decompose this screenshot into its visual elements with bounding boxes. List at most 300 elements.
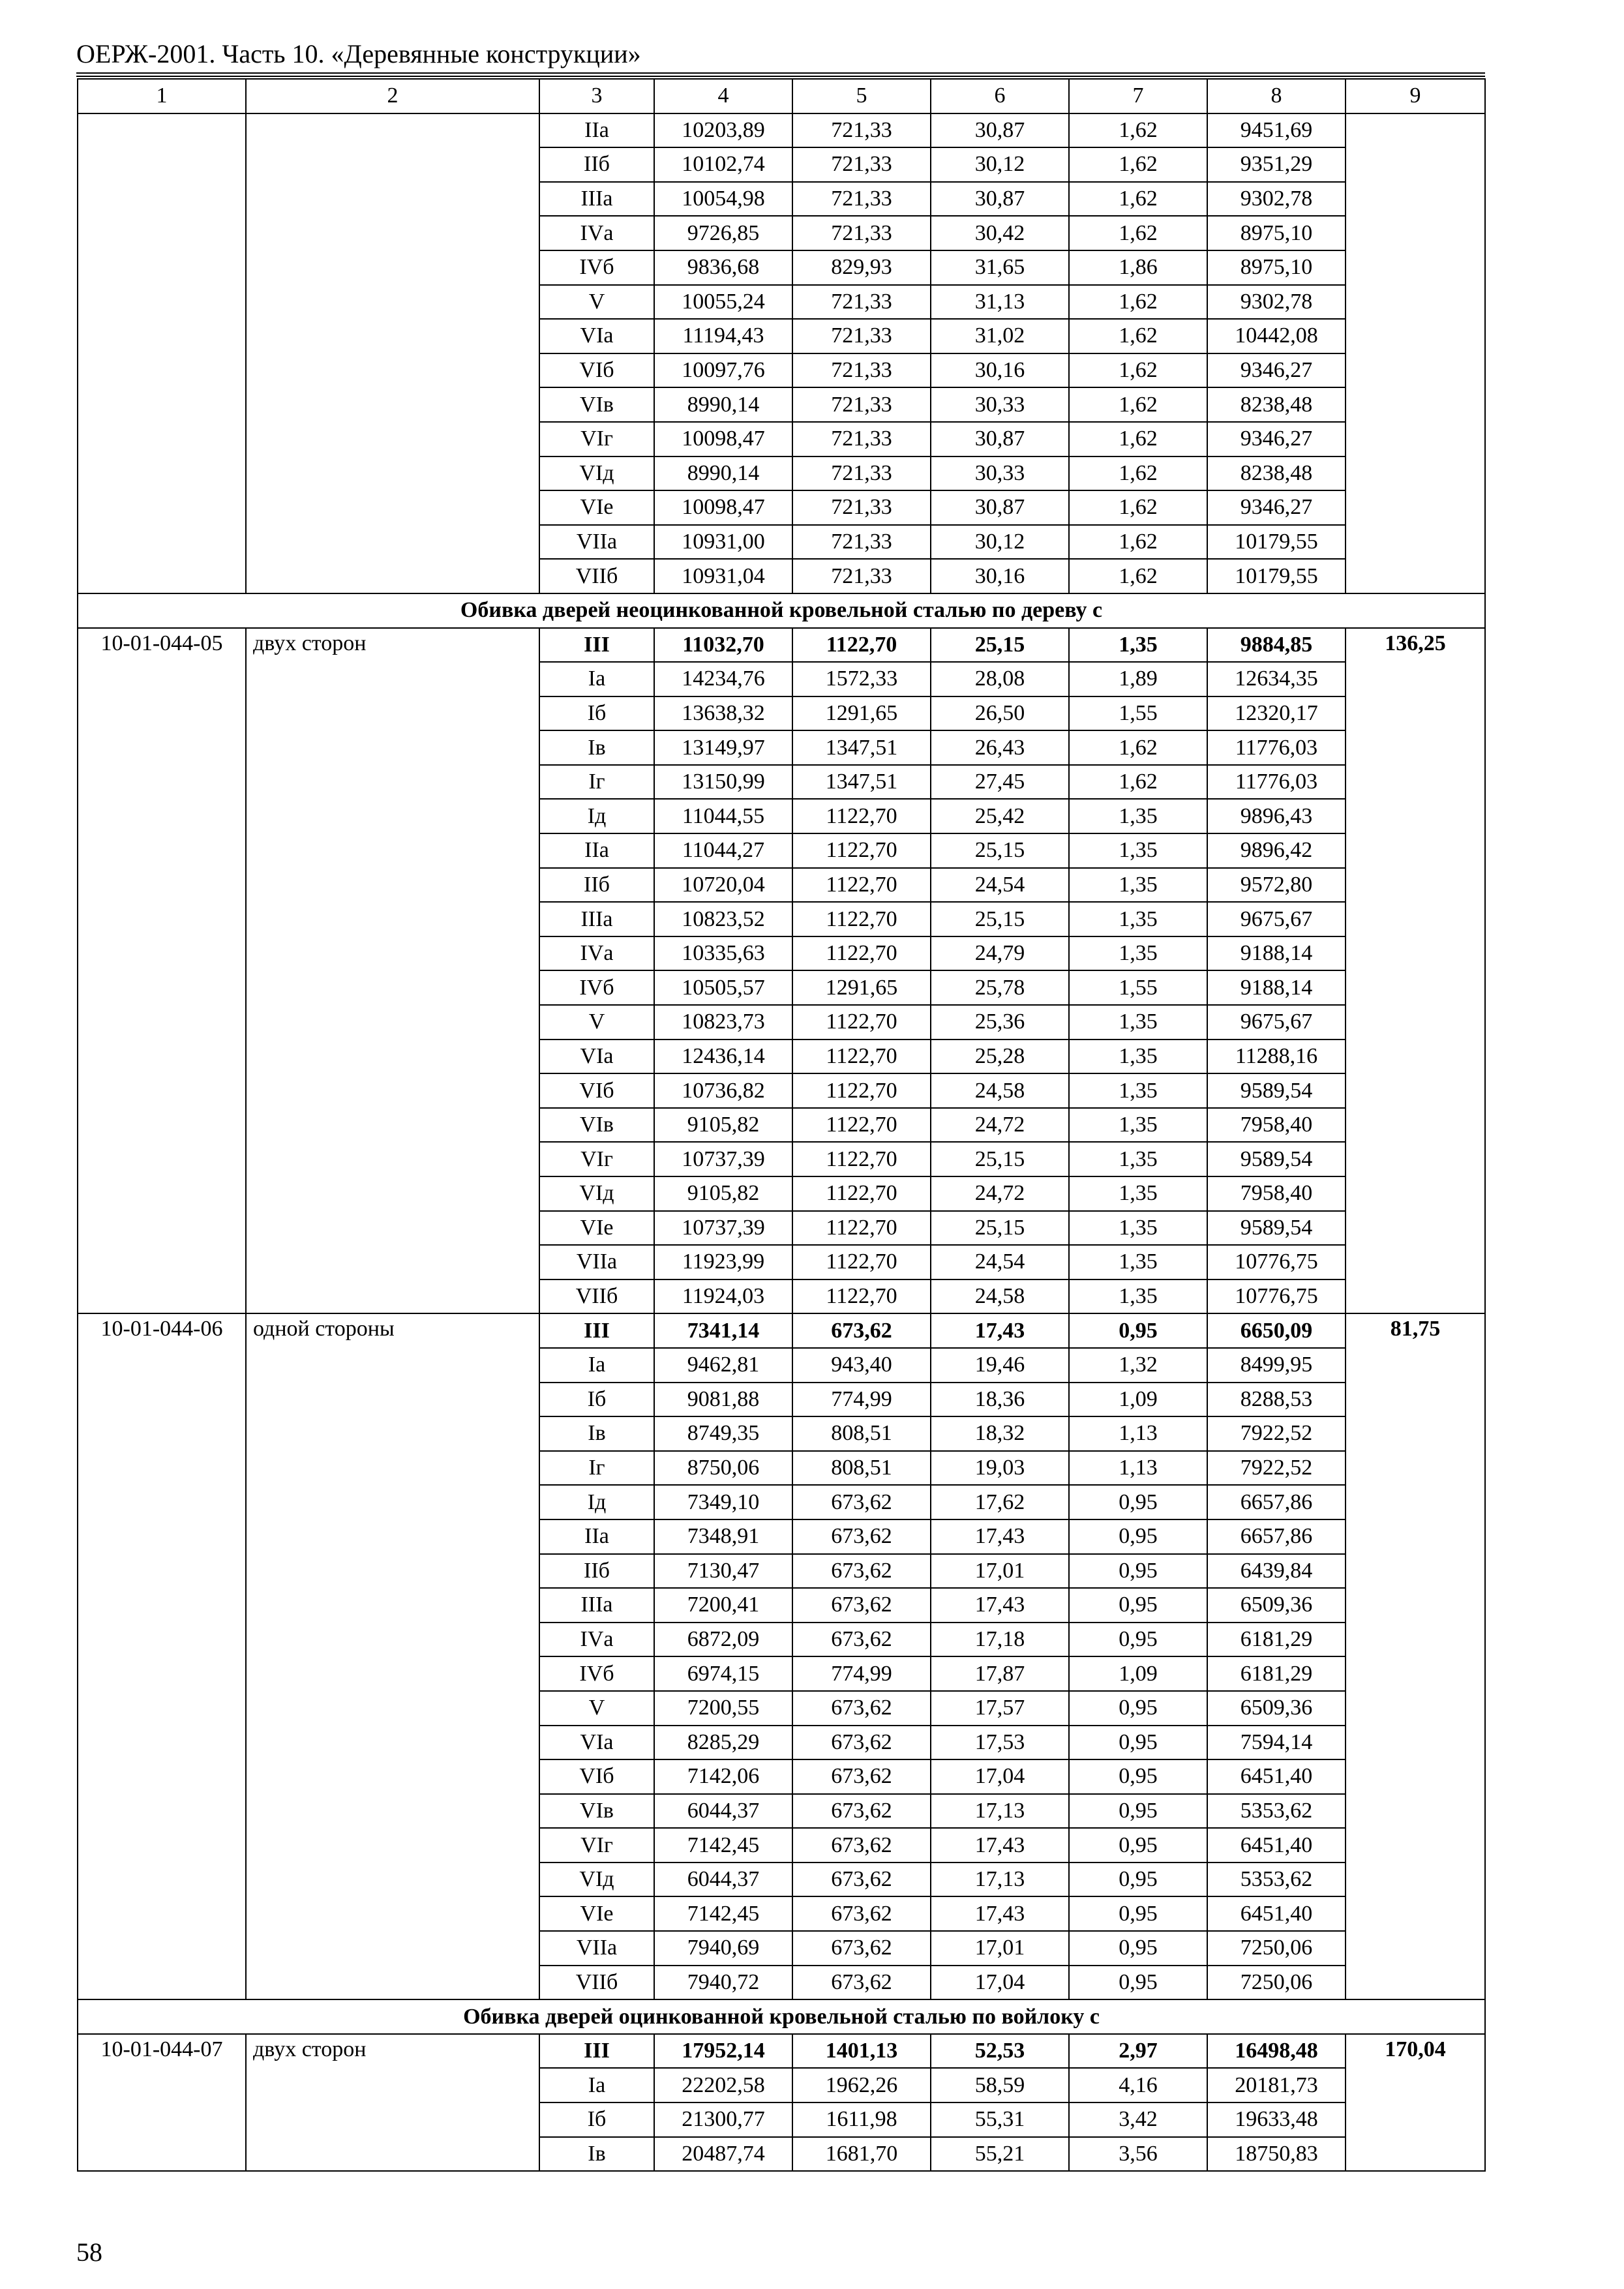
- machine-cost-cell: 17,18: [931, 1623, 1069, 1657]
- zone-cell: IVб: [539, 1656, 654, 1691]
- materials-cell: 8288,53: [1207, 1383, 1346, 1417]
- materials-cell: 9884,85: [1207, 628, 1346, 663]
- machinist-wages-cell: 0,95: [1069, 1794, 1207, 1829]
- machine-cost-cell: 17,01: [931, 1931, 1069, 1966]
- wages-cell: 1122,70: [792, 833, 931, 868]
- machine-cost-cell: 30,12: [931, 147, 1069, 182]
- materials-cell: 7922,52: [1207, 1416, 1346, 1451]
- total-cost-cell: 10823,52: [654, 902, 792, 936]
- machinist-wages-cell: 1,86: [1069, 250, 1207, 285]
- machine-cost-cell: 17,43: [931, 1313, 1069, 1348]
- machine-cost-cell: 24,72: [931, 1176, 1069, 1211]
- zone-cell: III: [539, 1313, 654, 1348]
- machine-cost-cell: 24,79: [931, 936, 1069, 971]
- machinist-wages-cell: 1,62: [1069, 559, 1207, 593]
- wages-cell: 1572,33: [792, 662, 931, 696]
- total-cost-cell: 9105,82: [654, 1176, 792, 1211]
- machine-cost-cell: 30,87: [931, 490, 1069, 525]
- wages-cell: 721,33: [792, 285, 931, 320]
- zone-cell: VIIб: [539, 1279, 654, 1314]
- wages-cell: 721,33: [792, 559, 931, 593]
- zone-cell: V: [539, 1691, 654, 1726]
- materials-cell: 11776,03: [1207, 765, 1346, 800]
- machine-cost-cell: 25,42: [931, 799, 1069, 833]
- wages-cell: 774,99: [792, 1656, 931, 1691]
- machinist-wages-cell: 1,62: [1069, 730, 1207, 765]
- total-cost-cell: 10823,73: [654, 1005, 792, 1040]
- materials-cell: 16498,48: [1207, 2034, 1346, 2069]
- materials-cell: 11288,16: [1207, 1040, 1346, 1074]
- zone-cell: V: [539, 285, 654, 320]
- machine-cost-cell: 17,43: [931, 1828, 1069, 1863]
- machinist-wages-cell: 0,95: [1069, 1519, 1207, 1554]
- zone-cell: IIб: [539, 1554, 654, 1589]
- labor-cost-cell: 136,25: [1346, 628, 1485, 1314]
- wages-cell: 673,62: [792, 1313, 931, 1348]
- column-number-3: 3: [539, 79, 654, 113]
- total-cost-cell: 13150,99: [654, 765, 792, 800]
- materials-cell: 10179,55: [1207, 559, 1346, 593]
- wages-cell: 673,62: [792, 1896, 931, 1931]
- wages-cell: 673,62: [792, 1863, 931, 1897]
- table-row: [78, 628, 1485, 663]
- machine-cost-cell: 17,43: [931, 1896, 1069, 1931]
- machinist-wages-cell: 1,09: [1069, 1383, 1207, 1417]
- materials-cell: 8499,95: [1207, 1348, 1346, 1383]
- column-number-2: 2: [246, 79, 539, 113]
- materials-cell: 6451,40: [1207, 1759, 1346, 1794]
- machinist-wages-cell: 1,62: [1069, 456, 1207, 491]
- machine-cost-cell: 17,13: [931, 1863, 1069, 1897]
- zone-cell: Iв: [539, 1416, 654, 1451]
- zone-cell: IIа: [539, 1519, 654, 1554]
- machinist-wages-cell: 1,62: [1069, 285, 1207, 320]
- machine-cost-cell: 25,15: [931, 902, 1069, 936]
- zone-cell: IVб: [539, 250, 654, 285]
- zone-cell: VIб: [539, 1759, 654, 1794]
- machinist-wages-cell: 2,97: [1069, 2034, 1207, 2069]
- machine-cost-cell: 25,78: [931, 970, 1069, 1005]
- total-cost-cell: 10737,39: [654, 1211, 792, 1246]
- total-cost-cell: 14234,76: [654, 662, 792, 696]
- machinist-wages-cell: 1,62: [1069, 113, 1207, 148]
- zone-cell: III: [539, 2034, 654, 2069]
- machine-cost-cell: 25,15: [931, 833, 1069, 868]
- zone-cell: VIг: [539, 1828, 654, 1863]
- total-cost-cell: 10736,82: [654, 1073, 792, 1108]
- machinist-wages-cell: 0,95: [1069, 1726, 1207, 1760]
- total-cost-cell: 9462,81: [654, 1348, 792, 1383]
- zone-cell: VIа: [539, 1726, 654, 1760]
- zone-cell: Iг: [539, 765, 654, 800]
- total-cost-cell: 10737,39: [654, 1142, 792, 1176]
- machine-cost-cell: 17,62: [931, 1485, 1069, 1519]
- wages-cell: 721,33: [792, 456, 931, 491]
- total-cost-cell: 7341,14: [654, 1313, 792, 1348]
- wages-cell: 1122,70: [792, 1142, 931, 1176]
- machinist-wages-cell: 3,42: [1069, 2102, 1207, 2137]
- rate-code-cell: 10-01-044-07: [78, 2034, 246, 2171]
- machinist-wages-cell: 1,62: [1069, 765, 1207, 800]
- machinist-wages-cell: 1,35: [1069, 1040, 1207, 1074]
- machinist-wages-cell: 1,89: [1069, 662, 1207, 696]
- materials-cell: 18750,83: [1207, 2137, 1346, 2172]
- machine-cost-cell: 17,43: [931, 1519, 1069, 1554]
- machine-cost-cell: 26,43: [931, 730, 1069, 765]
- machine-cost-cell: 19,46: [931, 1348, 1069, 1383]
- total-cost-cell: 10931,04: [654, 559, 792, 593]
- machine-cost-cell: 30,33: [931, 387, 1069, 422]
- table-row: [78, 1313, 1485, 1348]
- machinist-wages-cell: 1,55: [1069, 696, 1207, 731]
- materials-cell: 5353,62: [1207, 1863, 1346, 1897]
- zone-cell: Iа: [539, 1348, 654, 1383]
- wages-cell: 1962,26: [792, 2068, 931, 2102]
- total-cost-cell: 7940,69: [654, 1931, 792, 1966]
- machine-cost-cell: 25,15: [931, 1211, 1069, 1246]
- table-row: [78, 113, 1485, 148]
- zone-cell: Iа: [539, 662, 654, 696]
- wages-cell: 1122,70: [792, 936, 931, 971]
- machinist-wages-cell: 1,62: [1069, 182, 1207, 217]
- total-cost-cell: 10097,76: [654, 353, 792, 388]
- machine-cost-cell: 25,28: [931, 1040, 1069, 1074]
- materials-cell: 9675,67: [1207, 902, 1346, 936]
- wages-cell: 673,62: [792, 1623, 931, 1657]
- total-cost-cell: 17952,14: [654, 2034, 792, 2069]
- zone-cell: VIг: [539, 1142, 654, 1176]
- zone-cell: IIа: [539, 113, 654, 148]
- labor-cost-cell: [1346, 113, 1485, 593]
- machinist-wages-cell: 1,62: [1069, 319, 1207, 353]
- machine-cost-cell: 30,33: [931, 456, 1069, 491]
- wages-cell: 1122,70: [792, 902, 931, 936]
- materials-cell: 20181,73: [1207, 2068, 1346, 2102]
- wages-cell: 673,62: [792, 1554, 931, 1589]
- machine-cost-cell: 24,54: [931, 1245, 1069, 1279]
- materials-cell: 7250,06: [1207, 1931, 1346, 1966]
- wages-cell: 721,33: [792, 422, 931, 456]
- machinist-wages-cell: 0,95: [1069, 1691, 1207, 1726]
- zone-cell: IVа: [539, 1623, 654, 1657]
- materials-cell: 7958,40: [1207, 1176, 1346, 1211]
- machinist-wages-cell: 1,32: [1069, 1348, 1207, 1383]
- materials-cell: 9346,27: [1207, 490, 1346, 525]
- zone-cell: V: [539, 1005, 654, 1040]
- machine-cost-cell: 24,58: [931, 1279, 1069, 1314]
- zone-cell: Iа: [539, 2068, 654, 2102]
- total-cost-cell: 8990,14: [654, 387, 792, 422]
- machine-cost-cell: 31,02: [931, 319, 1069, 353]
- zone-cell: Iб: [539, 2102, 654, 2137]
- zone-cell: Iв: [539, 2137, 654, 2172]
- total-cost-cell: 8990,14: [654, 456, 792, 491]
- machinist-wages-cell: 0,95: [1069, 1896, 1207, 1931]
- wages-cell: 829,93: [792, 250, 931, 285]
- materials-cell: 19633,48: [1207, 2102, 1346, 2137]
- materials-cell: 6439,84: [1207, 1554, 1346, 1589]
- materials-cell: 9589,54: [1207, 1142, 1346, 1176]
- machinist-wages-cell: 0,95: [1069, 1588, 1207, 1623]
- machinist-wages-cell: 1,35: [1069, 1073, 1207, 1108]
- machine-cost-cell: 28,08: [931, 662, 1069, 696]
- total-cost-cell: 7200,41: [654, 1588, 792, 1623]
- zone-cell: IIIа: [539, 1588, 654, 1623]
- materials-cell: 9589,54: [1207, 1211, 1346, 1246]
- total-cost-cell: 7142,45: [654, 1828, 792, 1863]
- materials-cell: 9675,67: [1207, 1005, 1346, 1040]
- materials-cell: 9896,42: [1207, 833, 1346, 868]
- machinist-wages-cell: 1,09: [1069, 1656, 1207, 1691]
- total-cost-cell: 6872,09: [654, 1623, 792, 1657]
- zone-cell: Iб: [539, 1383, 654, 1417]
- wages-cell: 774,99: [792, 1383, 931, 1417]
- materials-cell: 6509,36: [1207, 1588, 1346, 1623]
- wages-cell: 1401,13: [792, 2034, 931, 2069]
- column-number-row: [78, 79, 1485, 113]
- machine-cost-cell: 17,04: [931, 1759, 1069, 1794]
- wages-cell: 673,62: [792, 1759, 931, 1794]
- rate-code-cell: 10-01-044-06: [78, 1313, 246, 1999]
- machinist-wages-cell: 1,62: [1069, 422, 1207, 456]
- materials-cell: 10776,75: [1207, 1279, 1346, 1314]
- wages-cell: 808,51: [792, 1416, 931, 1451]
- wages-cell: 673,62: [792, 1966, 931, 2000]
- machinist-wages-cell: 1,35: [1069, 902, 1207, 936]
- materials-cell: 10776,75: [1207, 1245, 1346, 1279]
- machine-cost-cell: 18,36: [931, 1383, 1069, 1417]
- machinist-wages-cell: 1,55: [1069, 970, 1207, 1005]
- wages-cell: 721,33: [792, 319, 931, 353]
- materials-cell: 5353,62: [1207, 1794, 1346, 1829]
- materials-cell: 12320,17: [1207, 696, 1346, 731]
- machinist-wages-cell: 1,35: [1069, 799, 1207, 833]
- wages-cell: 721,33: [792, 147, 931, 182]
- wages-cell: 808,51: [792, 1451, 931, 1486]
- machinist-wages-cell: 0,95: [1069, 1554, 1207, 1589]
- column-number-6: 6: [931, 79, 1069, 113]
- total-cost-cell: 7348,91: [654, 1519, 792, 1554]
- wages-cell: 673,62: [792, 1691, 931, 1726]
- machine-cost-cell: 17,13: [931, 1794, 1069, 1829]
- labor-cost-cell: 81,75: [1346, 1313, 1485, 1999]
- wages-cell: 1122,70: [792, 1176, 931, 1211]
- zone-cell: VIIа: [539, 1931, 654, 1966]
- machine-cost-cell: 30,16: [931, 353, 1069, 388]
- wages-cell: 1122,70: [792, 799, 931, 833]
- machine-cost-cell: 19,03: [931, 1451, 1069, 1486]
- wages-cell: 1291,65: [792, 970, 931, 1005]
- wages-cell: 673,62: [792, 1519, 931, 1554]
- zone-cell: VIIб: [539, 1966, 654, 2000]
- machine-cost-cell: 30,12: [931, 525, 1069, 560]
- zone-cell: Iд: [539, 1485, 654, 1519]
- materials-cell: 10442,08: [1207, 319, 1346, 353]
- total-cost-cell: 8749,35: [654, 1416, 792, 1451]
- machinist-wages-cell: 1,35: [1069, 1142, 1207, 1176]
- page-number: 58: [76, 2237, 102, 2267]
- total-cost-cell: 13149,97: [654, 730, 792, 765]
- machine-cost-cell: 58,59: [931, 2068, 1069, 2102]
- work-name-cell: [246, 113, 539, 593]
- materials-cell: 7250,06: [1207, 1966, 1346, 2000]
- machine-cost-cell: 24,54: [931, 868, 1069, 903]
- machine-cost-cell: 17,87: [931, 1656, 1069, 1691]
- machine-cost-cell: 24,72: [931, 1108, 1069, 1143]
- wages-cell: 1122,70: [792, 1005, 931, 1040]
- zone-cell: VIIб: [539, 559, 654, 593]
- zone-cell: VIб: [539, 1073, 654, 1108]
- zone-cell: IVа: [539, 216, 654, 250]
- wages-cell: 721,33: [792, 113, 931, 148]
- machine-cost-cell: 25,15: [931, 628, 1069, 663]
- machine-cost-cell: 55,21: [931, 2137, 1069, 2172]
- materials-cell: 8238,48: [1207, 387, 1346, 422]
- total-cost-cell: 9836,68: [654, 250, 792, 285]
- page-header-title: ОЕРЖ-2001. Часть 10. «Деревянные конструкции»: [76, 39, 641, 68]
- machinist-wages-cell: 1,62: [1069, 353, 1207, 388]
- machine-cost-cell: 55,31: [931, 2102, 1069, 2137]
- machinist-wages-cell: 0,95: [1069, 1313, 1207, 1348]
- total-cost-cell: 6044,37: [654, 1863, 792, 1897]
- total-cost-cell: 7142,06: [654, 1759, 792, 1794]
- total-cost-cell: 10102,74: [654, 147, 792, 182]
- wages-cell: 1122,70: [792, 1073, 931, 1108]
- materials-cell: 9188,14: [1207, 936, 1346, 971]
- wages-cell: 943,40: [792, 1348, 931, 1383]
- section-heading: Обивка дверей неоцинкованной кровельной сталью по дереву с: [78, 593, 1485, 628]
- materials-cell: 9572,80: [1207, 868, 1346, 903]
- rate-code-cell: [78, 113, 246, 593]
- total-cost-cell: 10505,57: [654, 970, 792, 1005]
- machinist-wages-cell: 1,62: [1069, 525, 1207, 560]
- total-cost-cell: 9105,82: [654, 1108, 792, 1143]
- total-cost-cell: 10098,47: [654, 422, 792, 456]
- total-cost-cell: 11923,99: [654, 1245, 792, 1279]
- machinist-wages-cell: 3,56: [1069, 2137, 1207, 2172]
- zone-cell: VIIа: [539, 1245, 654, 1279]
- machine-cost-cell: 27,45: [931, 765, 1069, 800]
- machine-cost-cell: 30,87: [931, 422, 1069, 456]
- wages-cell: 1122,70: [792, 1040, 931, 1074]
- materials-cell: 6181,29: [1207, 1656, 1346, 1691]
- wages-cell: 673,62: [792, 1794, 931, 1829]
- total-cost-cell: 7130,47: [654, 1554, 792, 1589]
- machinist-wages-cell: 1,62: [1069, 387, 1207, 422]
- wages-cell: 1347,51: [792, 765, 931, 800]
- machinist-wages-cell: 1,35: [1069, 628, 1207, 663]
- rate-code-cell: 10-01-044-05: [78, 628, 246, 1314]
- zone-cell: VIа: [539, 1040, 654, 1074]
- total-cost-cell: 7142,45: [654, 1896, 792, 1931]
- rates-table: [77, 78, 1486, 2172]
- zone-cell: VIд: [539, 1863, 654, 1897]
- total-cost-cell: 11044,55: [654, 799, 792, 833]
- materials-cell: 6451,40: [1207, 1896, 1346, 1931]
- machinist-wages-cell: 1,35: [1069, 1108, 1207, 1143]
- table-row: [78, 2034, 1485, 2069]
- materials-cell: 7922,52: [1207, 1451, 1346, 1486]
- machine-cost-cell: 17,57: [931, 1691, 1069, 1726]
- total-cost-cell: 6044,37: [654, 1794, 792, 1829]
- machine-cost-cell: 25,15: [931, 1142, 1069, 1176]
- machine-cost-cell: 30,42: [931, 216, 1069, 250]
- machine-cost-cell: 25,36: [931, 1005, 1069, 1040]
- machinist-wages-cell: 1,35: [1069, 868, 1207, 903]
- work-name-cell: двух сторон: [246, 628, 539, 1314]
- column-number-7: 7: [1069, 79, 1207, 113]
- machinist-wages-cell: 1,13: [1069, 1451, 1207, 1486]
- column-number-8: 8: [1207, 79, 1346, 113]
- materials-cell: 9346,27: [1207, 422, 1346, 456]
- materials-cell: 9896,43: [1207, 799, 1346, 833]
- zone-cell: VIе: [539, 1211, 654, 1246]
- machine-cost-cell: 30,87: [931, 113, 1069, 148]
- machinist-wages-cell: 1,35: [1069, 936, 1207, 971]
- machinist-wages-cell: 1,35: [1069, 1245, 1207, 1279]
- wages-cell: 673,62: [792, 1588, 931, 1623]
- wages-cell: 1122,70: [792, 1279, 931, 1314]
- work-name-cell: двух сторон: [246, 2034, 539, 2171]
- zone-cell: III: [539, 628, 654, 663]
- total-cost-cell: 11032,70: [654, 628, 792, 663]
- machinist-wages-cell: 0,95: [1069, 1863, 1207, 1897]
- header-double-rule: [76, 72, 1485, 77]
- machinist-wages-cell: 1,62: [1069, 216, 1207, 250]
- zone-cell: IVб: [539, 970, 654, 1005]
- materials-cell: 6181,29: [1207, 1623, 1346, 1657]
- total-cost-cell: 8285,29: [654, 1726, 792, 1760]
- materials-cell: 7594,14: [1207, 1726, 1346, 1760]
- section-heading-row: [78, 1999, 1485, 2034]
- zone-cell: Iг: [539, 1451, 654, 1486]
- total-cost-cell: 22202,58: [654, 2068, 792, 2102]
- total-cost-cell: 10203,89: [654, 113, 792, 148]
- zone-cell: IIб: [539, 868, 654, 903]
- machinist-wages-cell: 0,95: [1069, 1828, 1207, 1863]
- materials-cell: 6657,86: [1207, 1485, 1346, 1519]
- machinist-wages-cell: 0,95: [1069, 1759, 1207, 1794]
- machine-cost-cell: 18,32: [931, 1416, 1069, 1451]
- zone-cell: VIг: [539, 422, 654, 456]
- total-cost-cell: 9726,85: [654, 216, 792, 250]
- wages-cell: 721,33: [792, 490, 931, 525]
- wages-cell: 673,62: [792, 1828, 931, 1863]
- machinist-wages-cell: 0,95: [1069, 1623, 1207, 1657]
- section-heading-row: [78, 593, 1485, 628]
- total-cost-cell: 10054,98: [654, 182, 792, 217]
- machinist-wages-cell: 1,13: [1069, 1416, 1207, 1451]
- machinist-wages-cell: 1,35: [1069, 1211, 1207, 1246]
- total-cost-cell: 21300,77: [654, 2102, 792, 2137]
- zone-cell: IIб: [539, 147, 654, 182]
- machinist-wages-cell: 1,35: [1069, 1005, 1207, 1040]
- total-cost-cell: 11044,27: [654, 833, 792, 868]
- total-cost-cell: 7940,72: [654, 1966, 792, 2000]
- wages-cell: 1122,70: [792, 1108, 931, 1143]
- machine-cost-cell: 30,16: [931, 559, 1069, 593]
- wages-cell: 673,62: [792, 1726, 931, 1760]
- zone-cell: Iд: [539, 799, 654, 833]
- wages-cell: 1291,65: [792, 696, 931, 731]
- machine-cost-cell: 26,50: [931, 696, 1069, 731]
- wages-cell: 721,33: [792, 182, 931, 217]
- zone-cell: IVа: [539, 936, 654, 971]
- zone-cell: VIд: [539, 456, 654, 491]
- zone-cell: VIе: [539, 490, 654, 525]
- machinist-wages-cell: 1,35: [1069, 1176, 1207, 1211]
- materials-cell: 8975,10: [1207, 216, 1346, 250]
